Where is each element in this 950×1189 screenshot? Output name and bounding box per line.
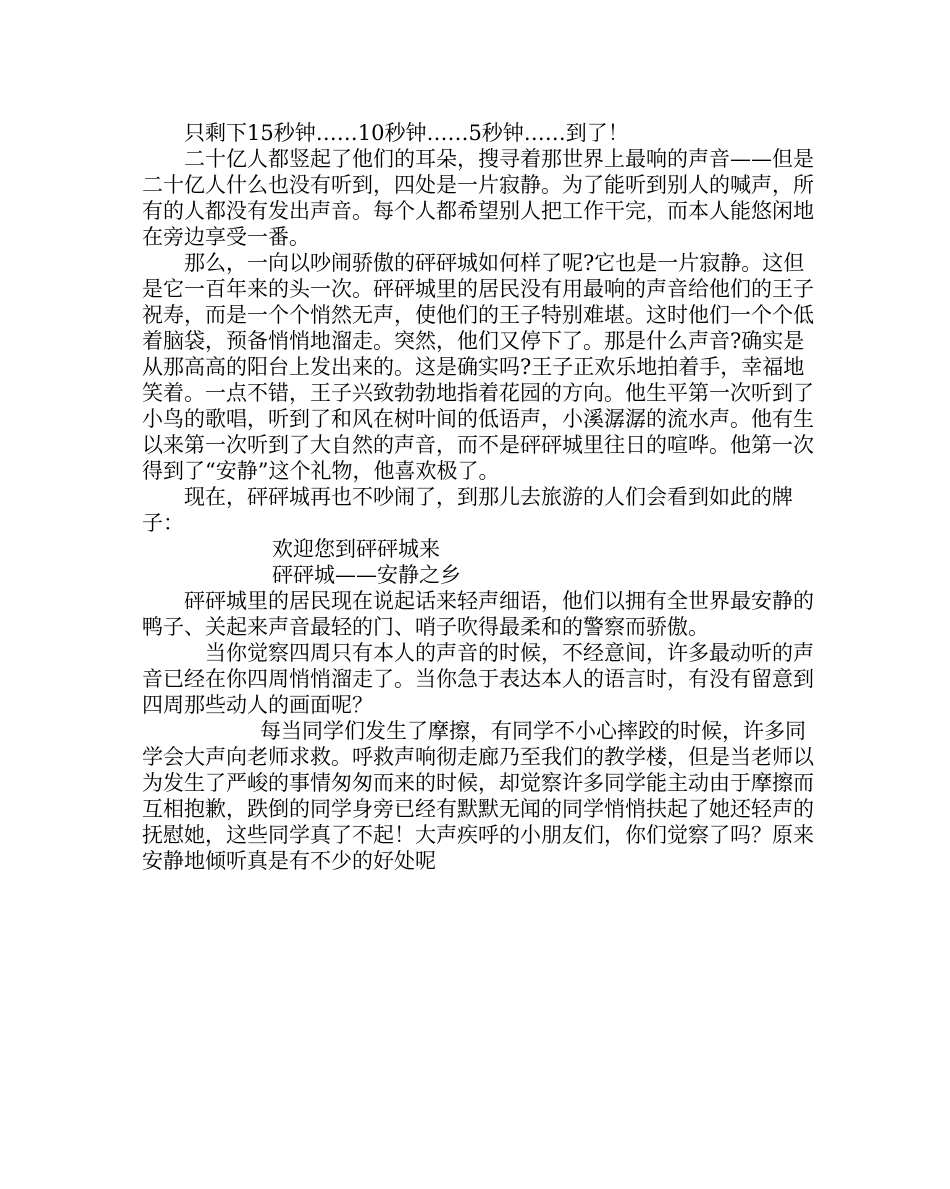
sign-line-quiet-town: 砰砰城——安静之乡 xyxy=(272,563,461,587)
document-body xyxy=(142,120,822,874)
paragraph-pengpeng-city: 那么，一向以吵闹骄傲的砰砰城如何样了呢?它也是一片寂静。这但是它一百年来的头一次。砰砰城里的居民没有用最响的声音给他们的王子祝寿，而是一个个悄然无声，使他们的王子特别难堪。这时他们一个个低着脑袋，预备悄悄地溜走。突然，他们又停下了。那是什么声音?确实是从那高高的阳台上发出来的。这是确实吗?王子正欢乐地拍着手，幸福地笑着。一点不错，王子兴致勃勃地指着花园的方向。他生平第一次听到了小鸟的歌唱，听到了和风在树叶间的低语声，小溪潺潺的流水声。他有生以来第一次听到了大自然的声音，而不是砰砰城里往日的喧哗。他第一次得到了“安静”这个礼物，他喜欢极了。 xyxy=(142,251,814,483)
paragraph-reflection-one: 当你觉察四周只有本人的声音的时候，不经意间，许多最动听的声音已经在你四周悄悄溜走了。当你急于表达本人的语言时，有没有留意到四周那些动人的画面呢？ xyxy=(142,641,814,717)
paragraph-two-billion: 二十亿人都竖起了他们的耳朵，搜寻着那世界上最响的声音——但是二十亿人什么也没有听到，四处是一片寂静。为了能听到别人的喊声，所有的人都没有发出声音。每个人都希望别人把工作干完，而本人能悠闲地在旁边享受一番。 xyxy=(142,147,814,249)
paragraph-countdown: 只剩下15秒钟……10秒钟……5秒钟……到了！ xyxy=(184,121,629,145)
sign-line-welcome: 欢迎您到砰砰城来 xyxy=(272,537,440,561)
paragraph-reflection-two: 每当同学们发生了摩擦，有同学不小心摔跤的时候，许多同学会大声向老师求救。呼救声响彻走廊乃至我们的教学楼，但是当老师以为发生了严峻的事情匆匆而来的时候，却觉察许多同学能主动由于摩擦而互相抱歉，跌倒的同学身旁已经有默默无闻的同学悄悄扶起了她还轻声的抚慰她，这些同学真了不起！大声疾呼的小朋友们，你们觉察了吗？原来安静地倾听真是有不少的好处呢 xyxy=(142,719,814,873)
paragraph-residents: 砰砰城里的居民现在说起话来轻声细语，他们以拥有全世界最安静的鸭子、关起来声音最轻的门、哨子吹得最柔和的警察而骄傲。 xyxy=(142,589,814,639)
paragraph-now: 现在，砰砰城再也不吵闹了，到那儿去旅游的人们会看到如此的牌子： xyxy=(142,485,793,535)
